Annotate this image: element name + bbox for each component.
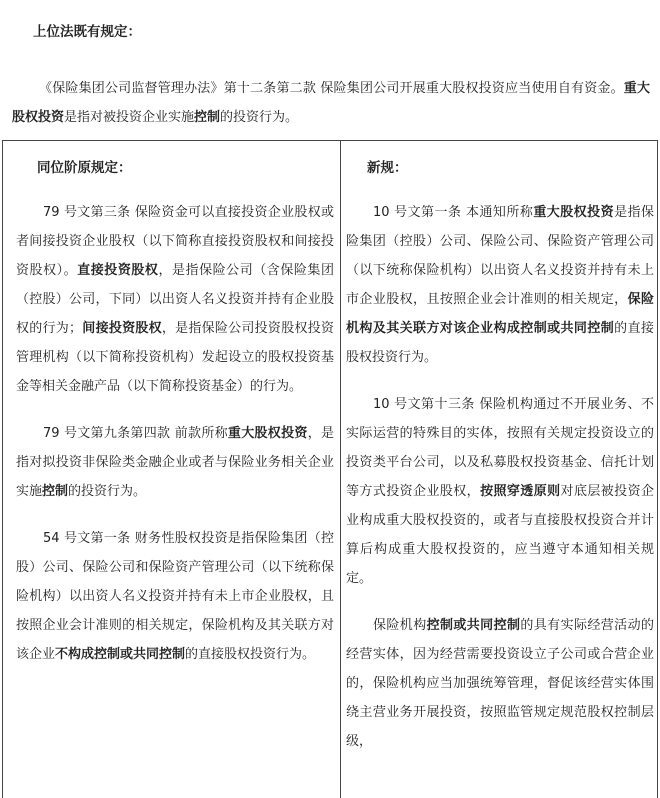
- text-run: 54 号文第一条 财务性股权投资是指保险集团（控股）公司、保险公司和保险资产管理公司（以下统称保险机构）以出资人名义投资并持有未上市企业股权，且按照企业会计准则的相关规定，保险机构及其关联方对该企业: [16, 531, 334, 662]
- new-rule-paragraph-3: [346, 611, 654, 756]
- original-rules-heading: 同位阶原规定：: [37, 160, 132, 176]
- original-rule-paragraph-3: [16, 524, 334, 669]
- bold-run: 间接投资股权: [82, 321, 162, 336]
- new-rule-paragraph-1: [346, 198, 654, 372]
- bold-run: 保险机构及其关联方对该企业构成控制或共同控制: [346, 292, 654, 336]
- original-rule-paragraph-1: [16, 198, 334, 401]
- text-run: 的投资行为。: [68, 484, 147, 499]
- upper-law-paragraph: [12, 42, 650, 132]
- table-right-border: [657, 140, 658, 798]
- new-rules-heading: 新规：: [367, 160, 408, 176]
- text-run: ，是指保险公司投资股权投资管理机构（以下简称投资机构）发起设立的股权投资基金等相关金融产品（以下简称投资基金）的行为。: [16, 321, 334, 394]
- bold-run: 控制或共同控制: [426, 618, 521, 633]
- bold-run: 重大股权投资: [227, 426, 308, 441]
- table-column-divider: [340, 140, 341, 798]
- text-run: 《保险集团公司监督管理办法》第十二条第二款 保险集团公司开展重大股权投资应当使用自有资金。: [39, 81, 624, 96]
- text-run: 10 号文第十三条 保险机构通过不开展业务、不实际运营的特殊目的实体，按照有关规定投资设立的投资类平台公司，以及私募股权投资基金、信托计划等方式投资企业股权，: [346, 397, 654, 499]
- text-run: 的直接股权投资行为。: [346, 321, 654, 365]
- text-run: 对底层被投资企业构成重大股权投资的，或者与直接股权投资合并计算后构成重大股权投资的，应当遵守本通知相关规定。: [346, 484, 654, 586]
- text-run: ，是指对拟投资非保险类金融企业或者与保险业务相关企业实施: [16, 426, 334, 499]
- text-run: 10 号文第一条 本通知所称: [373, 205, 534, 220]
- text-run: ，是指保险公司（含保险集团（控股）公司，下同）以出资人名义投资并持有企业股权的行为；: [16, 263, 334, 336]
- table-left-border: [2, 140, 3, 798]
- original-rules-column: [8, 141, 338, 669]
- bold-run: 控制: [42, 484, 69, 499]
- upper-law-section: [0, 0, 660, 140]
- new-rule-paragraph-2: [346, 390, 654, 593]
- text-run: 的直接股权投资行为。: [185, 647, 316, 662]
- text-run: 是指对被投资企业实施: [64, 110, 195, 125]
- original-rule-paragraph-2: [16, 419, 334, 506]
- bold-run: 直接投资股权: [77, 263, 159, 278]
- text-run: 79 号文第九条第四款 前款所称: [43, 426, 228, 441]
- text-run: 的具有实际经营活动的经营实体，因为经营需要投资设立子公司或合营企业的，保险机构应当加强统筹管理，督促该经营实体围绕主营业务开展投资，按照监管规定规范股权控制层级，: [346, 618, 654, 749]
- new-rules-column: [344, 141, 656, 756]
- text-run: 的投资行为。: [220, 110, 299, 125]
- bold-run: 控制: [194, 110, 221, 125]
- bold-run: 重大股权投资: [12, 81, 650, 125]
- text-run: 79 号文第三条 保险资金可以直接投资企业股权或者间接投资企业股权（以下简称直接投资股权和间接投资股权）。: [16, 205, 334, 278]
- bold-run: 重大股权投资: [533, 205, 615, 220]
- upper-law-heading: 上位法既有规定：: [33, 24, 141, 40]
- text-run: 保险机构: [373, 618, 427, 633]
- text-run: 是指保险集团（控股）公司、保险公司、保险资产管理公司（以下统称保险机构）以出资人名义投资并持有未上市企业股权，且按照企业会计准则的相关规定，: [346, 205, 654, 307]
- bold-run: 不构成控制或共同控制: [55, 647, 186, 662]
- bold-run: 按照穿透原则: [480, 484, 561, 499]
